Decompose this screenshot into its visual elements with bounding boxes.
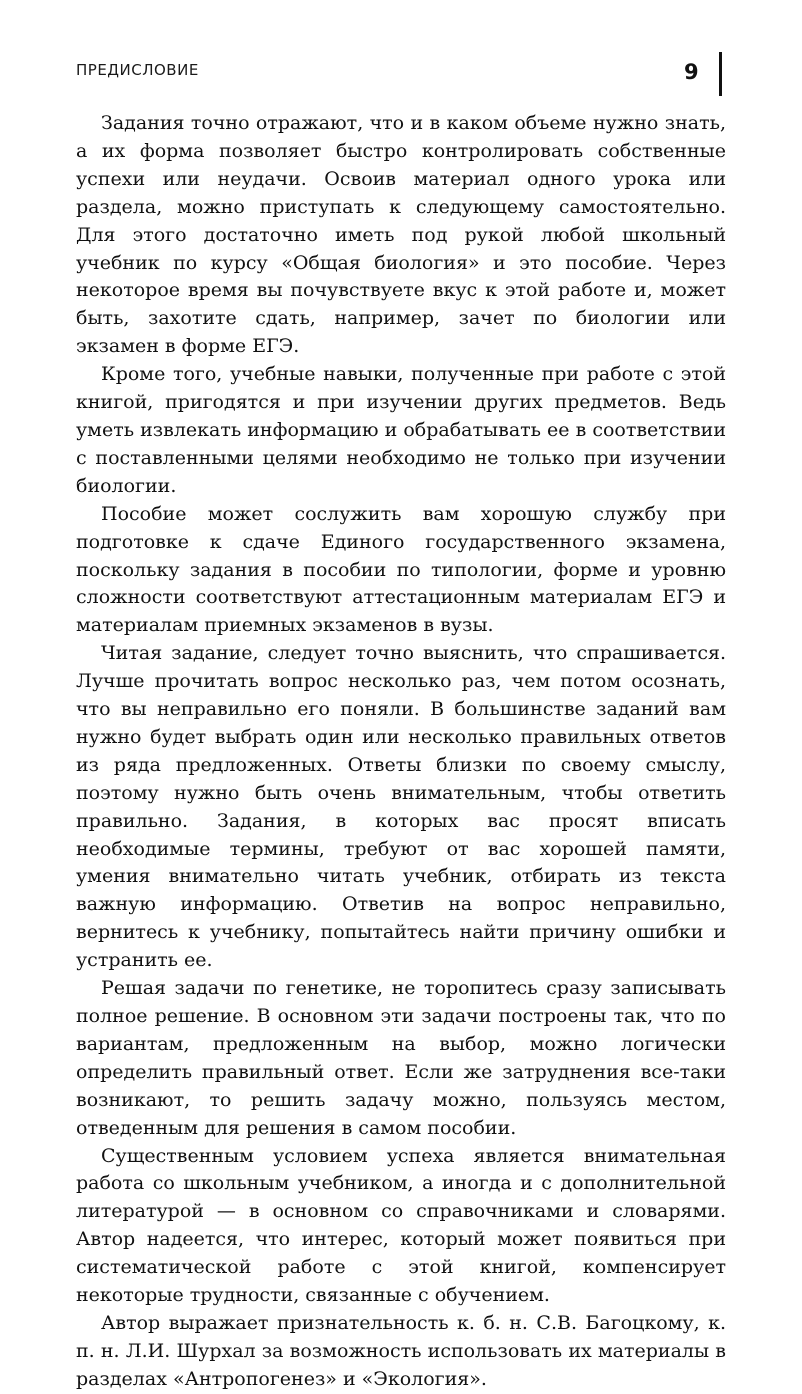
paragraph-7: Автор выражает признательность к. б. н. С.В. Багоцкому, к. п. н. Л.И. Шурхал за возможность использовать их материалы в разделах «Антропогенез» и «Экология». bbox=[76, 1311, 726, 1390]
paragraph-2: Кроме того, учебные навыки, полученные при работе с этой книгой, пригодятся и при изучении других предметов. Ведь уметь извлекать информацию и обрабатывать ее в соответствии с поставленными целями необходимо не только при изучении биологии. bbox=[76, 363, 726, 497]
running-head: ПРЕДИСЛОВИЕ bbox=[76, 61, 199, 79]
paragraph-3: Пособие может сослужить вам хорошую службу при подготовке к сдаче Единого государственного экзамена, поскольку задания в пособии по типологии, форме и уровню сложности соответствуют аттестационным материалам ЕГЭ и материалам приемных экзаменов в вузы. bbox=[76, 502, 726, 637]
paragraph-6: Существенным условием успеха является внимательная работа со школьным учебником, а иногда и с дополнительной литературой — в основном со справочниками и словарями. Автор надеется, что интерес, который может появиться при систематической работе с этой книгой, компенсирует некоторые трудности, связанные с обучением. bbox=[76, 1144, 726, 1307]
paragraph-1: Задания точно отражают, что и в каком объеме нужно знать, а их форма позволяет быстро контролировать собственные успехи или неудачи. Освоив материал одного урока или раздела, можно приступать к следующему самостоятельно. Для этого достаточно иметь под рукой любой школьный учебник по курсу «Общая биология» и это пособие. Через некоторое время вы почувствуете вкус к этой работе и, может быть, захотите сдать, например, зачет по биологии или экзамен в форме ЕГЭ. bbox=[76, 112, 726, 358]
paragraph-5: Решая задачи по генетике, не торопитесь сразу записывать полное решение. В основном эти задачи построены так, что по вариантам, предложенным на выбор, можно логически определить правильный ответ. Если же затруднения все-таки возникают, то решить задачу можно, пользуясь местом, отведенным для решения в самом пособии. bbox=[76, 977, 726, 1139]
paragraph-4: Читая задание, следует точно выяснить, что спрашивается. Лучше прочитать вопрос несколько раз, чем потом осознать, что вы неправильно его поняли. В большинстве заданий вам нужно будет выбрать один или несколько правильных ответов из ряда предложенных. Ответы близки по своему смыслу, поэтому нужно быть очень внимательным, чтобы ответить правильно. Задания, в которых вас просят вписать необходимые термины, требуют от вас хорошей памяти, умения внимательно читать учебник, отбирать из текста важную информацию. Ответив на вопрос неправильно, вернитесь к учебнику, попытайтесь найти причину ошибки и устранить ее. bbox=[76, 642, 726, 972]
page-number: 9 bbox=[684, 60, 699, 84]
body-text bbox=[76, 110, 726, 1394]
page-edge-rule bbox=[719, 52, 722, 96]
